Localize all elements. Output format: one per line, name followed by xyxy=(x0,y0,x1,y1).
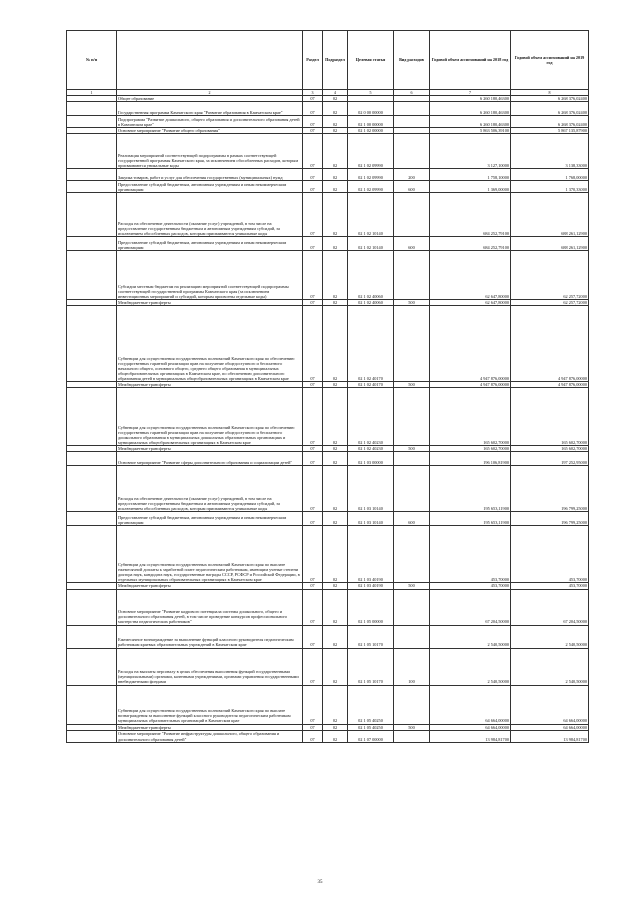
row-2018-cell: 13 984,81700 xyxy=(430,730,511,742)
row-2019-cell: 197 252,95000 xyxy=(511,452,589,466)
row-podrazdel-cell: 02 xyxy=(323,306,348,382)
header-razdel: Раздел xyxy=(303,31,323,90)
row-statya-cell: 02 1 02 00000 xyxy=(348,128,394,134)
row-statya-cell: 02 1 05 10170 xyxy=(348,625,394,648)
row-2018-cell: 62 647,80000 xyxy=(430,300,511,306)
row-podrazdel-cell: 02 xyxy=(323,169,348,181)
row-statya-cell: 02 1 02 10140 xyxy=(348,193,394,237)
row-razdel-cell: 07 xyxy=(303,181,323,193)
row-2018-cell: 1 758,10000 xyxy=(430,169,511,181)
row-2019-cell: 67 204,50000 xyxy=(511,589,589,625)
row-vid-cell xyxy=(394,116,430,128)
row-podrazdel-cell: 02 xyxy=(323,583,348,589)
row-2018-cell: 165 602,70000 xyxy=(430,446,511,452)
row-num-cell xyxy=(67,306,117,382)
row-statya-cell: 02 1 02 40060 xyxy=(348,300,394,306)
row-2018-cell: 4 947 876,00000 xyxy=(430,382,511,388)
row-razdel-cell: 07 xyxy=(303,730,323,742)
row-2018-cell: 2 540,50000 xyxy=(430,625,511,648)
row-2018-cell: 196 106,81900 xyxy=(430,452,511,466)
row-num-cell xyxy=(67,251,117,300)
table-row xyxy=(67,388,589,446)
row-statya-cell: 02 1 03 10140 xyxy=(348,466,394,512)
column-number: 4 xyxy=(323,90,348,96)
row-2018-cell: 1 369,00000 xyxy=(430,181,511,193)
row-num-cell xyxy=(67,237,117,251)
row-razdel-cell: 07 xyxy=(303,237,323,251)
table-row xyxy=(67,512,589,526)
row-podrazdel-cell: 02 xyxy=(323,724,348,730)
table-row xyxy=(67,181,589,193)
table-row xyxy=(67,251,589,300)
row-podrazdel-cell: 02 xyxy=(323,589,348,625)
row-razdel-cell: 07 xyxy=(303,625,323,648)
table-row xyxy=(67,193,589,237)
row-2019-cell: 62 257,72000 xyxy=(511,300,589,306)
row-2019-cell: 4 947 876,00000 xyxy=(511,306,589,382)
header-2019: Годовой объем ассигнований на 2019 год xyxy=(511,31,589,90)
row-statya-cell: 02 1 05 00000 xyxy=(348,589,394,625)
row-2019-cell: 6 268 376,02400 xyxy=(511,102,589,116)
header-podrazdel: Подраздел xyxy=(323,31,348,90)
row-name-cell: Межбюджетные трансферты xyxy=(117,724,303,730)
row-statya-cell: 02 0 00 00000 xyxy=(348,102,394,116)
row-vid-cell xyxy=(394,134,430,169)
row-razdel-cell: 07 xyxy=(303,589,323,625)
row-statya-cell: 02 1 02 10140 xyxy=(348,237,394,251)
row-podrazdel-cell: 02 xyxy=(323,134,348,169)
row-vid-cell: 500 xyxy=(394,583,430,589)
table-row xyxy=(67,116,589,128)
row-2018-cell: 64 664,00000 xyxy=(430,685,511,724)
row-razdel-cell: 07 xyxy=(303,512,323,526)
row-statya-cell: 02 1 02 09990 xyxy=(348,181,394,193)
row-name-cell: Основное мероприятие "Развитие кадрового потенциала системы дошкольного, общего и дополнительного образования детей, в том числе проведение конкурсов профессионального мастерства педагогических работников" xyxy=(117,589,303,625)
row-2018-cell: 67 204,50000 xyxy=(430,589,511,625)
row-2019-cell: 165 602,70000 xyxy=(511,446,589,452)
row-podrazdel-cell: 02 xyxy=(323,96,348,102)
row-2018-cell: 62 647,80000 xyxy=(430,251,511,300)
row-2019-cell: 453,70000 xyxy=(511,583,589,589)
row-podrazdel-cell: 02 xyxy=(323,382,348,388)
row-statya-cell: 02 1 02 40170 xyxy=(348,306,394,382)
row-2019-cell: 64 664,00000 xyxy=(511,724,589,730)
row-2018-cell: 3 127,10000 xyxy=(430,134,511,169)
table-row xyxy=(67,466,589,512)
row-num-cell xyxy=(67,512,117,526)
row-podrazdel-cell: 02 xyxy=(323,685,348,724)
row-razdel-cell: 07 xyxy=(303,583,323,589)
table-row xyxy=(67,134,589,169)
row-2019-cell: 6 268 376,02400 xyxy=(511,96,589,102)
row-2019-cell: 62 257,72000 xyxy=(511,251,589,300)
table-row xyxy=(67,102,589,116)
column-number: 1 xyxy=(67,90,117,96)
row-razdel-cell: 07 xyxy=(303,452,323,466)
table-row xyxy=(67,169,589,181)
row-2019-cell: 1 768,00000 xyxy=(511,169,589,181)
row-2019-cell: 165 602,70000 xyxy=(511,388,589,446)
header-name xyxy=(117,31,303,90)
row-podrazdel-cell: 02 xyxy=(323,116,348,128)
row-podrazdel-cell: 02 xyxy=(323,128,348,134)
row-razdel-cell: 07 xyxy=(303,382,323,388)
row-name-cell: Подпрограмма "Развитие дошкольного, общего образования и дополнительного образования детей в Камчатском крае" xyxy=(117,116,303,128)
row-name-cell: Предоставление субсидий бюджетным, автономным учреждениям и иным некоммерческим организациям xyxy=(117,181,303,193)
row-razdel-cell: 07 xyxy=(303,251,323,300)
row-num-cell xyxy=(67,116,117,128)
row-vid-cell xyxy=(394,102,430,116)
row-2019-cell: 64 664,00000 xyxy=(511,685,589,724)
row-razdel-cell: 07 xyxy=(303,300,323,306)
row-2018-cell: 684 252,79100 xyxy=(430,237,511,251)
row-vid-cell: 500 xyxy=(394,382,430,388)
row-2018-cell: 6 260 180,46300 xyxy=(430,116,511,128)
row-num-cell xyxy=(67,730,117,742)
row-razdel-cell: 07 xyxy=(303,102,323,116)
row-num-cell xyxy=(67,452,117,466)
table-row xyxy=(67,526,589,583)
row-num-cell xyxy=(67,648,117,685)
row-statya-cell: 02 1 03 10140 xyxy=(348,512,394,526)
row-name-cell: Субвенции для осуществления государственных полномочий Камчатского края по выплате вознаграждения за выполнение функций классного руководителя педагогическим работникам муниципальных образовательных организаций в Камчатском крае xyxy=(117,685,303,724)
row-name-cell: Реализация мероприятий соответствующей подпрограммы в рамках соответствующей государственной программы Камчатского края, за исключением обособленных расходов, которым присваиваются уникальные коды xyxy=(117,134,303,169)
column-number: 5 xyxy=(348,90,394,96)
row-podrazdel-cell: 02 xyxy=(323,388,348,446)
header-statya: Целевая статья xyxy=(348,31,394,90)
row-razdel-cell: 07 xyxy=(303,446,323,452)
row-statya-cell: 02 1 02 09990 xyxy=(348,134,394,169)
row-num-cell xyxy=(67,466,117,512)
row-razdel-cell: 07 xyxy=(303,388,323,446)
row-name-cell: Расходы на обеспечение деятельности (оказание услуг) учреждений, в том числе на предоставление государственным бюджетным и автономным учреждениям субсидий, за исключением обособленных расходов, которым присваиваются уникальные коды xyxy=(117,193,303,237)
row-name-cell: Основное мероприятие "Развитие общего образования" xyxy=(117,128,303,134)
table-row xyxy=(67,452,589,466)
row-vid-cell xyxy=(394,730,430,742)
row-razdel-cell: 07 xyxy=(303,169,323,181)
row-num-cell xyxy=(67,388,117,446)
row-2018-cell: 684 252,79100 xyxy=(430,193,511,237)
row-2019-cell: 3 138,33000 xyxy=(511,134,589,169)
row-podrazdel-cell: 02 xyxy=(323,251,348,300)
budget-table-sheet xyxy=(66,30,588,743)
row-name-cell: Основное мероприятие "Развитие инфраструктуры дошкольного, общего образования и дополнительного образования детей" xyxy=(117,730,303,742)
row-podrazdel-cell: 02 xyxy=(323,102,348,116)
row-podrazdel-cell: 02 xyxy=(323,181,348,193)
table-row xyxy=(67,648,589,685)
row-vid-cell xyxy=(394,625,430,648)
row-podrazdel-cell: 02 xyxy=(323,730,348,742)
row-num-cell xyxy=(67,134,117,169)
table-row xyxy=(67,730,589,742)
row-name-cell: Расходы на выплаты персоналу в целях обеспечения выполнения функций государственными (муниципальными) органами, казенными учреждениями, органами управления государственными внебюджетными фондами xyxy=(117,648,303,685)
budget-table xyxy=(66,30,589,743)
row-razdel-cell: 07 xyxy=(303,648,323,685)
row-vid-cell: 600 xyxy=(394,237,430,251)
row-vid-cell xyxy=(394,306,430,382)
row-2018-cell: 5 863 506,39100 xyxy=(430,128,511,134)
row-2019-cell: 688 261,12900 xyxy=(511,237,589,251)
row-razdel-cell: 07 xyxy=(303,96,323,102)
row-2019-cell: 6 268 376,02400 xyxy=(511,116,589,128)
row-2019-cell: 4 947 876,00000 xyxy=(511,382,589,388)
row-statya-cell: 02 1 05 40250 xyxy=(348,724,394,730)
row-name-cell: Субсидии местным бюджетам на реализацию мероприятий соответствующей подпрограммы соответствующей государственной программы Камчатского края (за исключением инвестиционных мероприятий и субсидий, которым присвоены отдельные коды) xyxy=(117,251,303,300)
row-2019-cell: 453,70000 xyxy=(511,526,589,583)
row-podrazdel-cell: 02 xyxy=(323,648,348,685)
row-name-cell: Межбюджетные трансферты xyxy=(117,382,303,388)
row-2018-cell: 4 947 876,00000 xyxy=(430,306,511,382)
column-number: 6 xyxy=(394,90,430,96)
row-name-cell: Межбюджетные трансферты xyxy=(117,583,303,589)
row-razdel-cell: 07 xyxy=(303,685,323,724)
row-2019-cell: 196 799,25000 xyxy=(511,512,589,526)
row-vid-cell xyxy=(394,193,430,237)
row-name-cell: Межбюджетные трансферты xyxy=(117,300,303,306)
row-razdel-cell: 07 xyxy=(303,306,323,382)
row-name-cell: Государственная программа Камчатского края "Развитие образования в Камчатском крае" xyxy=(117,102,303,116)
table-row xyxy=(67,306,589,382)
row-2018-cell: 6 260 180,46300 xyxy=(430,102,511,116)
row-vid-cell xyxy=(394,466,430,512)
row-statya-cell: 02 1 02 09990 xyxy=(348,169,394,181)
row-podrazdel-cell: 02 xyxy=(323,446,348,452)
row-vid-cell: 100 xyxy=(394,648,430,685)
row-name-cell: Общее образование xyxy=(117,96,303,102)
row-2019-cell: 1 370,33000 xyxy=(511,181,589,193)
row-podrazdel-cell: 02 xyxy=(323,237,348,251)
row-vid-cell: 600 xyxy=(394,512,430,526)
row-vid-cell: 500 xyxy=(394,446,430,452)
row-name-cell: Предоставление субсидий бюджетным, автономным учреждениям и иным некоммерческим организациям xyxy=(117,512,303,526)
row-num-cell xyxy=(67,526,117,583)
column-number: 2 xyxy=(117,90,303,96)
row-statya-cell: 02 1 03 40190 xyxy=(348,526,394,583)
row-vid-cell: 500 xyxy=(394,300,430,306)
row-vid-cell: 600 xyxy=(394,181,430,193)
table-body xyxy=(67,96,589,743)
row-podrazdel-cell: 02 xyxy=(323,625,348,648)
row-2019-cell: 688 261,12900 xyxy=(511,193,589,237)
row-razdel-cell: 07 xyxy=(303,128,323,134)
row-razdel-cell: 07 xyxy=(303,134,323,169)
row-statya-cell: 02 1 03 00000 xyxy=(348,452,394,466)
row-podrazdel-cell: 02 xyxy=(323,466,348,512)
table-header-row xyxy=(67,31,589,90)
row-name-cell: Межбюджетные трансферты xyxy=(117,446,303,452)
row-statya-cell: 02 1 03 40190 xyxy=(348,583,394,589)
row-name-cell: Основное мероприятие "Развитие сферы дополнительного образования и социализации детей" xyxy=(117,452,303,466)
row-num-cell xyxy=(67,193,117,237)
row-num-cell xyxy=(67,685,117,724)
row-vid-cell xyxy=(394,685,430,724)
row-statya-cell: 02 1 05 10170 xyxy=(348,648,394,685)
row-statya-cell: 02 1 02 40230 xyxy=(348,446,394,452)
row-vid-cell: 500 xyxy=(394,724,430,730)
row-2019-cell: 5 867 135,87900 xyxy=(511,128,589,134)
row-2018-cell: 453,70000 xyxy=(430,526,511,583)
row-2018-cell: 64 664,00000 xyxy=(430,724,511,730)
table-row xyxy=(67,685,589,724)
row-2018-cell: 2 540,50000 xyxy=(430,648,511,685)
table-row xyxy=(67,625,589,648)
row-podrazdel-cell: 02 xyxy=(323,193,348,237)
row-statya-cell: 02 1 07 00000 xyxy=(348,730,394,742)
row-2018-cell: 195 653,11900 xyxy=(430,466,511,512)
row-2019-cell: 13 984,81700 xyxy=(511,730,589,742)
row-name-cell: Расходы на обеспечение деятельности (оказание услуг) учреждений, в том числе на предоставление государственным бюджетным и автономным учреждениям субсидий, за исключением обособленных расходов, которым присваиваются уникальные коды xyxy=(117,466,303,512)
column-number: 8 xyxy=(511,90,589,96)
row-razdel-cell: 07 xyxy=(303,526,323,583)
row-statya-cell: 02 1 00 00000 xyxy=(348,116,394,128)
table-row xyxy=(67,237,589,251)
table-row xyxy=(67,589,589,625)
row-razdel-cell: 07 xyxy=(303,116,323,128)
row-name-cell: Ежемесячное вознаграждение за выполнение функций классного руководителя педагогическим работникам краевых образовательных учреждений в Камчатском крае xyxy=(117,625,303,648)
row-podrazdel-cell: 02 xyxy=(323,452,348,466)
row-vid-cell: 200 xyxy=(394,169,430,181)
row-podrazdel-cell: 02 xyxy=(323,300,348,306)
row-vid-cell xyxy=(394,452,430,466)
header-vid: Вид расходов xyxy=(394,31,430,90)
row-statya-cell: 02 1 02 40170 xyxy=(348,382,394,388)
row-2019-cell: 196 799,25000 xyxy=(511,466,589,512)
row-2018-cell: 6 260 180,46300 xyxy=(430,96,511,102)
page-number: 35 xyxy=(317,880,323,885)
row-num-cell xyxy=(67,169,117,181)
row-vid-cell xyxy=(394,251,430,300)
row-razdel-cell: 07 xyxy=(303,724,323,730)
column-number: 3 xyxy=(303,90,323,96)
row-podrazdel-cell: 02 xyxy=(323,512,348,526)
row-vid-cell xyxy=(394,526,430,583)
row-vid-cell xyxy=(394,589,430,625)
row-2018-cell: 453,70000 xyxy=(430,583,511,589)
row-name-cell: Субвенции для осуществления государственных полномочий Камчатского края по обеспечению государственных гарантий реализации прав на получение общедоступного и бесплатного начального общего, основного общего, среднего общего образования в муниципальных общеобразовательных организациях в Камчатском крае, по обеспечению дополнительного образования детей в муниципальных общеобразовательных организациях в Камчатском крае xyxy=(117,306,303,382)
row-statya-cell: 02 1 02 40060 xyxy=(348,251,394,300)
row-vid-cell xyxy=(394,388,430,446)
header-2018: Годовой объем ассигнований на 2018 год xyxy=(430,31,511,90)
row-podrazdel-cell: 02 xyxy=(323,526,348,583)
row-num-cell xyxy=(67,625,117,648)
row-name-cell: Субвенции для осуществления государственных полномочий Камчатского края по обеспечению государственных гарантий реализации прав на получение общедоступного и бесплатного дошкольного образования в муниципальных дошкольных образовательных организациях и муниципальных общеобразовательных организациях в Камчатском крае xyxy=(117,388,303,446)
row-2019-cell: 2 540,50000 xyxy=(511,625,589,648)
row-num-cell xyxy=(67,102,117,116)
row-num-cell xyxy=(67,589,117,625)
header-num: № п/п xyxy=(67,31,117,90)
column-number: 7 xyxy=(430,90,511,96)
row-statya-cell: 02 1 05 40250 xyxy=(348,685,394,724)
row-2018-cell: 195 653,11900 xyxy=(430,512,511,526)
row-num-cell xyxy=(67,181,117,193)
row-razdel-cell: 07 xyxy=(303,193,323,237)
row-name-cell: Предоставление субсидий бюджетным, автономным учреждениям и иным некоммерческим организациям xyxy=(117,237,303,251)
row-name-cell: Закупка товаров, работ и услуг для обеспечения государственных (муниципальных) нужд xyxy=(117,169,303,181)
row-name-cell: Субвенции для осуществления государственных полномочий Камчатского края по выплате ежемесячной доплаты к заработной плате педагогическим работникам, имеющим ученые степени доктора наук, кандидата наук, государственные награды СССР, РСФСР и Российской Федерации, в отдельных муниципальных образовательных организациях в Камчатском крае xyxy=(117,526,303,583)
row-razdel-cell: 07 xyxy=(303,466,323,512)
row-2019-cell: 2 540,50000 xyxy=(511,648,589,685)
row-statya-cell: 02 1 02 40230 xyxy=(348,388,394,446)
row-2018-cell: 165 602,70000 xyxy=(430,388,511,446)
